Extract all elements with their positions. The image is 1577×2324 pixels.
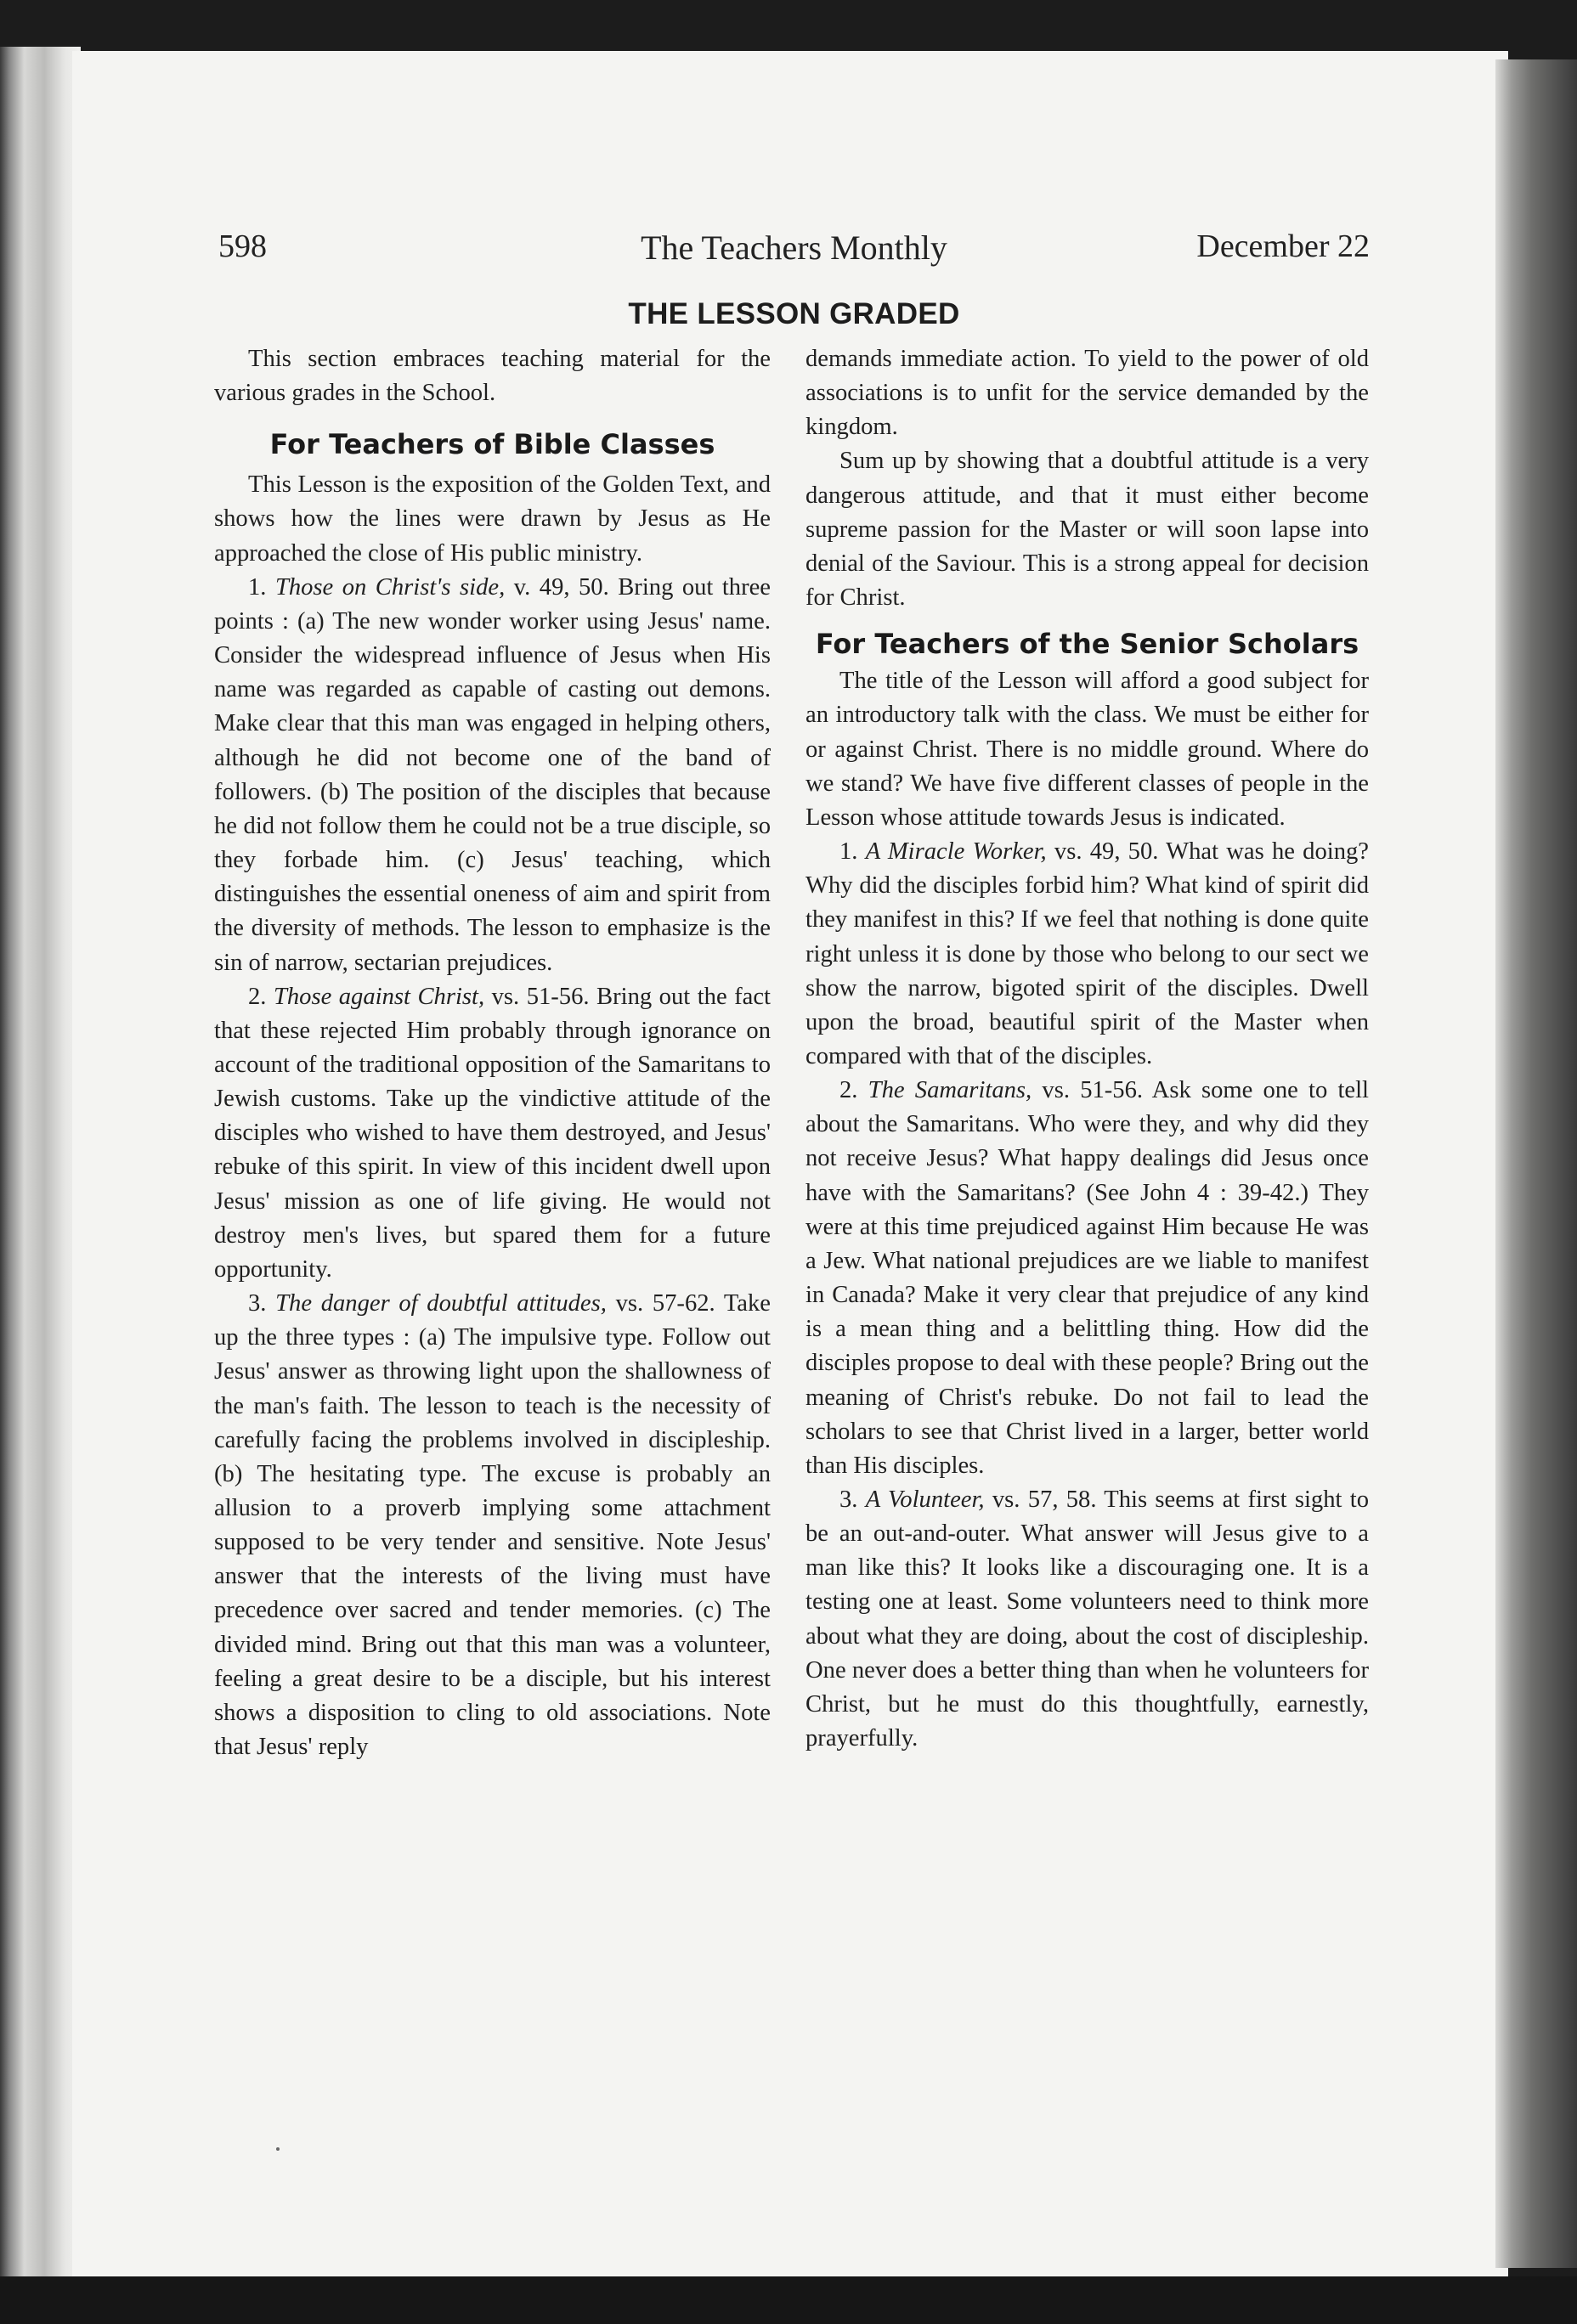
paragraph	[214, 1287, 771, 1764]
point-text: vs. 51-56. Ask some one to tell about the Samaritans. Who were they, and why did they not receive Jesus? What happy dealings did Jesus once have with the Samaritans? (See John 4 : 39-42.) They were at this time prejudiced against Him because He was a Jew. What national prejudices are we liable to manifest in Canada? Make it very clear that prejudice of any kind is a mean thing and a belittling thing. How did the disciples propose to deal with these people? Bring out the meaning of Christ's rebuke. Do not fail to lead the scholars to see that Christ lived in a larger, better world than His disciples.	[805, 1077, 1370, 1479]
paragraph	[214, 571, 771, 980]
point-number: 2.	[839, 1077, 858, 1104]
point-title: A Miracle Worker,	[865, 838, 1047, 866]
bible-classes-heading: For Teachers of Bible Classes	[269, 428, 715, 461]
paragraph: This Lesson is the exposition of the Golden Text, and shows how the lines were drawn by Jesus as He approached the close of His public ministry.	[214, 471, 771, 567]
point-title: The Samaritans,	[868, 1077, 1032, 1104]
point-text: vs. 57-62. Take up the three types : (a) The impulsive type. Follow out Jesus' answer as throwing light upon the shallowness of the man's faith. The lesson to teach is the necessity of carefully facing the problems involved in discipleship. (b) The hesitating type. The excuse is probably an allusion to a proverb implying some attachment supposed to be very tender and sensitive. Note Jesus' answer that the interests of the living must have precedence over sacred and tender memories. (c) The divided mind. Bring out that this man was a volunteer, feeling a great desire to be a disciple, but his interest shows a disposition to cling to old associations. Note that Jesus' reply	[214, 1290, 771, 1761]
page-right-edge	[1495, 59, 1577, 2268]
paragraph	[214, 980, 771, 1287]
right-column	[805, 342, 1369, 1756]
point-title: A Volunteer,	[865, 1486, 985, 1513]
paragraph	[805, 1074, 1369, 1483]
point-title: Those on Christ's side,	[274, 573, 506, 601]
point-text: vs. 49, 50. What was he doing? Why did the disciples forbid him? What kind of spirit did they manifest in this? If we feel that nothing is done quite right unless it is done by those who belong to our sect we show the narrow, bigoted spirit of the disciples. Dwell upon the broad, beautiful spirit of the Master when compared with that of the disciples.	[805, 838, 1369, 1069]
book-binding-edge	[0, 47, 81, 2281]
paragraph: The title of the Lesson will afford a good subject for an introductory talk with the class. We must be either for or against Christ. There is no middle ground. Where do we stand? We have five different classes of people in the Lesson whose attitude towards Jesus is indicated.	[805, 668, 1369, 831]
section-title: THE LESSON GRADED	[628, 297, 960, 330]
journal-title: The Teachers Monthly	[641, 228, 947, 267]
page-number: 598	[218, 228, 267, 264]
point-number: 2.	[248, 983, 267, 1010]
point-number: 3.	[248, 1290, 267, 1317]
point-title: The danger of doubtful attitudes,	[275, 1290, 607, 1317]
paragraph	[805, 1483, 1369, 1756]
senior-scholars-heading: For Teachers of the Senior Scholars	[815, 628, 1359, 661]
point-number: 3.	[839, 1486, 858, 1513]
paragraph: Sum up by showing that a doubtful attitude is a very dangerous attitude, and that it must either become supreme passion for the Master or will soon lapse into denial of the Saviour. This is a strong appeal for decision for Christ.	[805, 448, 1369, 612]
paragraph	[805, 835, 1369, 1074]
running-header	[218, 228, 1370, 272]
intro-paragraph: This section embraces teaching material for the various grades in the School.	[214, 346, 771, 407]
point-number: 1.	[839, 838, 858, 866]
issue-date: December 22	[1196, 228, 1370, 264]
scan-speck	[276, 2147, 280, 2151]
point-text: vs. 51-56. Bring out the fact that these rejected Him probably through ignorance on account of the traditional opposition of the Samaritans to Jewish customs. Take up the vindictive attitude of the disciples who wished to have them destroyed, and Jesus' rebuke of this spirit. In view of this incident dwell upon Jesus' mission as one of life giving. He would not destroy men's lives, but spared them for a future opportunity.	[214, 983, 771, 1283]
point-title: Those against Christ,	[273, 983, 485, 1010]
continued-paragraph: demands immediate action. To yield to the power of old associations is to unfit for the service demanded by the kingdom.	[805, 346, 1369, 441]
scan-bottom-border	[0, 2276, 1577, 2324]
point-number: 1.	[248, 573, 267, 601]
point-text: vs. 57, 58. This seems at first sight to be an out-and-outer. What answer will Jesus give to a man like this? It looks like a discouraging one. It is a testing one at least. Some volunteers need to think more about what they are doing, about the cost of discipleship. One never does a better thing than when he volunteers for Christ, but he must do this thoughtfully, earnestly, prayerfully.	[805, 1486, 1369, 1752]
point-text: v. 49, 50. Bring out three points : (a) The new wonder worker using Jesus' name. Consider the widespread influence of Jesus when His name was regarded as capable of casting out demons. Make clear that this man was engaged in helping others, although he did not become one of the band of followers. (b) The position of the disciples that because he did not follow them he could not be a true disciple, so they forbade him. (c) Jesus' teaching, which distinguishes the essential oneness of aim and spirit from the diversity of methods. The lesson to emphasize is the sin of narrow, sectarian prejudices.	[214, 573, 771, 976]
left-column	[214, 342, 771, 1764]
